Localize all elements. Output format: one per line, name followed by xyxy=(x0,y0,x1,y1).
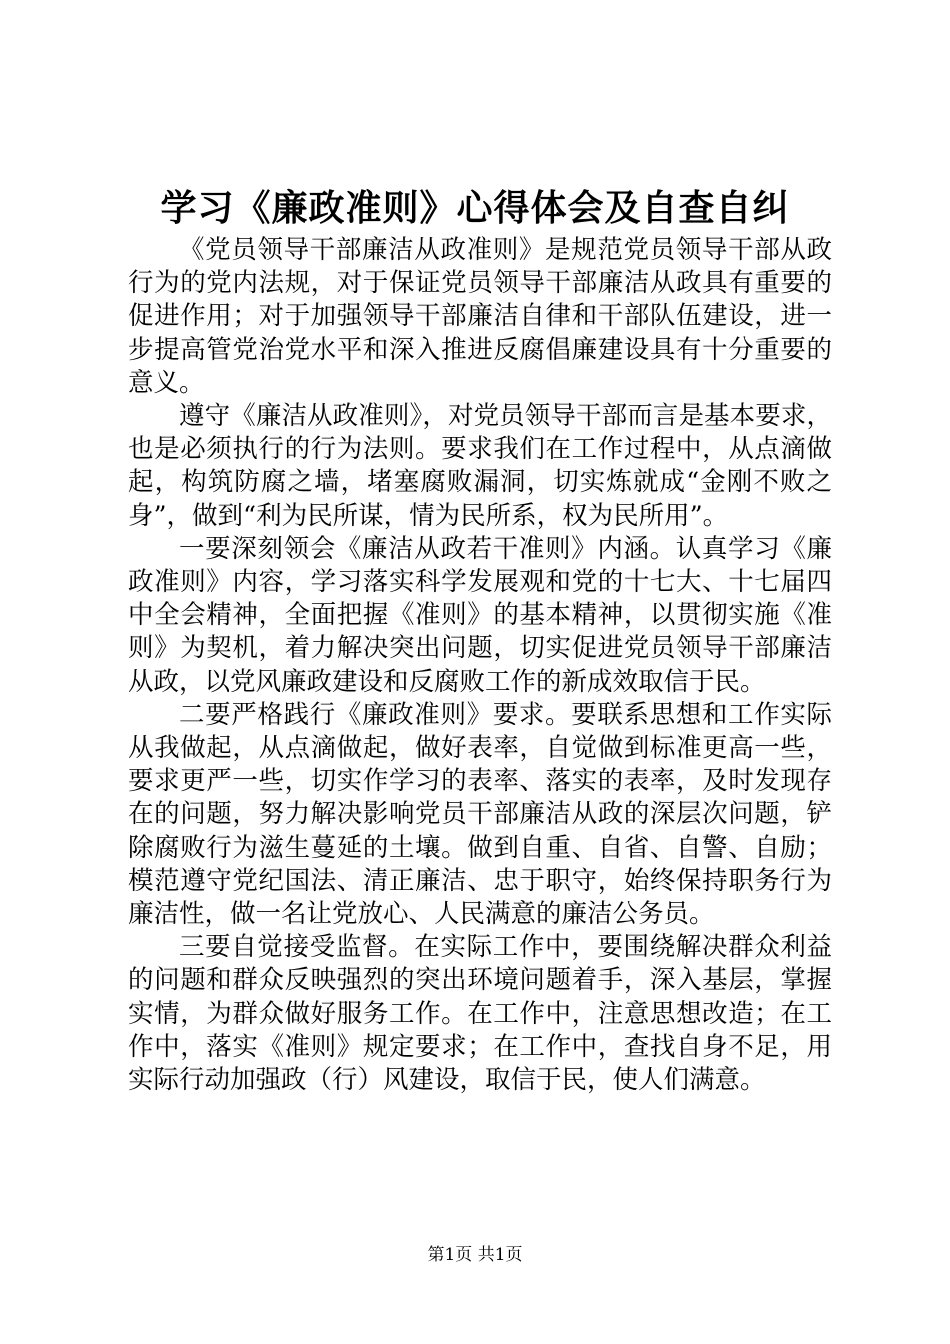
paragraph-point-one: 一要深刻领会《廉洁从政若干准则》内涵。认真学习《廉政准则》内容，学习落实科学发展观和党的十七大、十七届四中全会精神，全面把握《准则》的基本精神，以贯彻实施《准则》为契机，着力解决突出问题，切实促进党员领导干部廉洁从政，以党风廉政建设和反腐败工作的新成效取信于民。 xyxy=(128,533,832,697)
page-number-footer: 第1页 共1页 xyxy=(427,1245,523,1265)
paragraph-point-two: 二要严格践行《廉政准则》要求。要联系思想和工作实际从我做起，从点滴做起，做好表率，自觉做到标准更高一些，要求更严一些，切实作学习的表率、落实的表率，及时发现存在的问题，努力解决影响党员干部廉洁从政的深层次问题，铲除腐败行为滋生蔓延的土壤。做到自重、自省、自警、自励；模范遵守党纪国法、清正廉洁、忠于职守，始终保持职务行为廉洁性，做一名让党放心、人民满意的廉洁公务员。 xyxy=(128,699,832,930)
paragraph-point-three: 三要自觉接受监督。在实际工作中，要围绕解决群众利益的问题和群众反映强烈的突出环境问题着手，深入基层，掌握实情，为群众做好服务工作。在工作中，注意思想改造；在工作中，落实《准则》规定要求；在工作中，查找自身不足，用实际行动加强政（行）风建设，取信于民，使人们满意。 xyxy=(128,932,832,1096)
paragraph-observe-rules: 遵守《廉洁从政准则》，对党员领导干部而言是基本要求，也是必须执行的行为法则。要求我们在工作过程中，从点滴做起，构筑防腐之墙，堵塞腐败漏洞，切实炼就成“金刚不败之身”，做到“利为民所谋，情为民所系，权为民所用”。 xyxy=(128,401,832,531)
document-body xyxy=(128,234,832,1097)
paragraph-intro: 《党员领导干部廉洁从政准则》是规范党员领导干部从政行为的党内法规，对于保证党员领导干部廉洁从政具有重要的促进作用；对于加强领导干部廉洁自律和干部队伍建设，进一步提高管党治党水平和深入推进反腐倡廉建设具有十分重要的意义。 xyxy=(128,235,832,398)
document-title: 学习《廉政准则》心得体会及自查自纠 xyxy=(160,187,790,229)
